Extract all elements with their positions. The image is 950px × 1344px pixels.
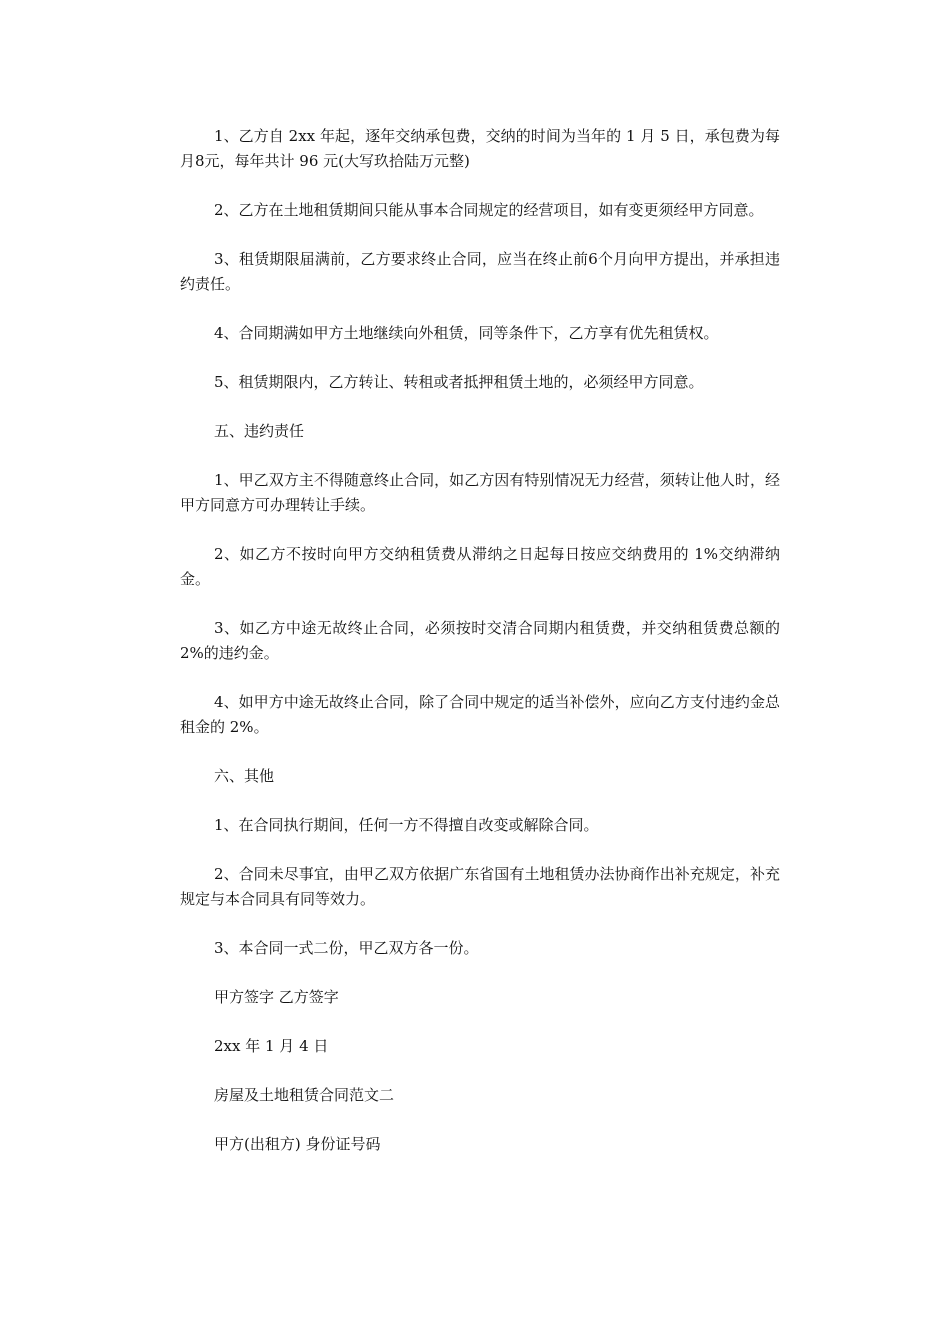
clause-paragraph: 1、在合同执行期间，任何一方不得擅自改变或解除合同。 <box>214 816 599 834</box>
clause-paragraph: 2、乙方在土地租赁期间只能从事本合同规定的经营项目，如有变更须经甲方同意。 <box>214 201 764 219</box>
date-line: 2xx 年 1 月 4 日 <box>214 1037 329 1055</box>
signature-line: 甲方签字 乙方签字 <box>214 988 339 1006</box>
clause-paragraph: 3、租赁期限届满前，乙方要求终止合同，应当在终止前6个月向甲方提出，并承担违约责任。 <box>180 250 780 293</box>
clause-paragraph: 5、租赁期限内，乙方转让、转租或者抵押租赁土地的，必须经甲方同意。 <box>214 373 704 391</box>
section-heading: 六、其他 <box>214 767 275 785</box>
section-heading: 五、违约责任 <box>214 422 305 440</box>
document-body <box>180 124 780 1181</box>
clause-paragraph: 3、如乙方中途无故终止合同，必须按时交清合同期内租赁费，并交纳租赁费总额的 2%的违约金。 <box>180 619 780 662</box>
clause-paragraph: 3、本合同一式二份，甲乙双方各一份。 <box>214 939 479 957</box>
clause-paragraph: 4、合同期满如甲方土地继续向外租赁，同等条件下，乙方享有优先租赁权。 <box>214 324 719 342</box>
clause-paragraph: 2、合同未尽事宜，由甲乙双方依据广东省国有土地租赁办法协商作出补充规定，补充规定与本合同具有同等效力。 <box>180 865 780 908</box>
document-subtitle: 房屋及土地租赁合同范文二 <box>214 1086 395 1104</box>
clause-paragraph: 1、甲乙双方主不得随意终止合同，如乙方因有特别情况无力经营，须转让他人时，经甲方同意方可办理转让手续。 <box>180 471 780 514</box>
party-info-line: 甲方(出租方) 身份证号码 <box>214 1135 381 1153</box>
clause-paragraph: 1、乙方自 2xx 年起，逐年交纳承包费，交纳的时间为当年的 1 月 5 日，承包费为每月8元，每年共计 96 元(大写玖拾陆万元整) <box>180 127 780 170</box>
clause-paragraph: 4、如甲方中途无故终止合同，除了合同中规定的适当补偿外，应向乙方支付违约金总租金的 2%。 <box>180 693 780 736</box>
clause-paragraph: 2、如乙方不按时向甲方交纳租赁费从滞纳之日起每日按应交纳费用的 1%交纳滞纳金。 <box>180 545 780 588</box>
